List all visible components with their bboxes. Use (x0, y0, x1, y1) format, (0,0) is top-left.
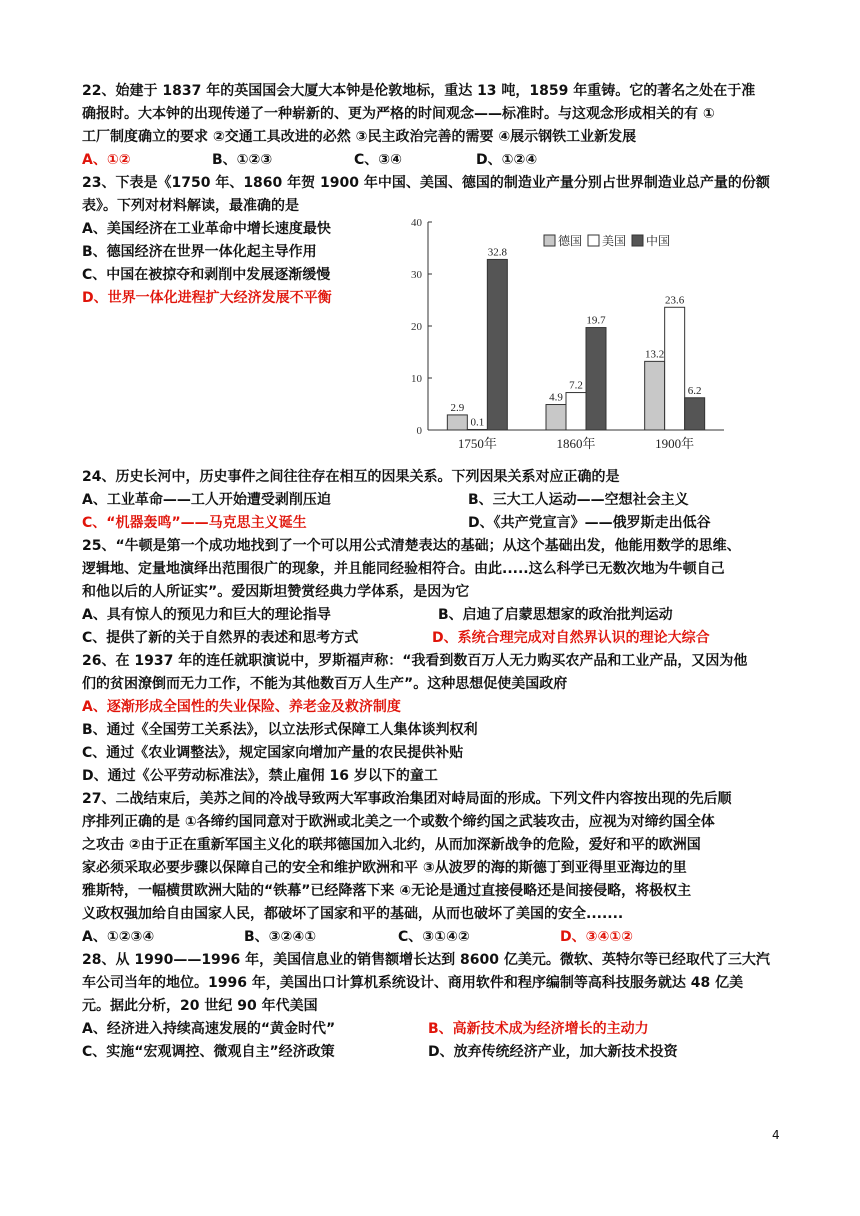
q28-option-b: B、高新技术成为经济增长的主动力 (428, 1021, 649, 1037)
q24-option-c: C、“机器轰鸣”——马克思主义诞生 (82, 515, 307, 531)
q26-option-b: B、通过《全国劳工关系法》，以立法形式保障工人集体谈判权利 (82, 722, 478, 738)
bar-chart (392, 208, 732, 460)
bar (566, 393, 586, 430)
bar (467, 429, 487, 430)
legend-swatch (544, 235, 555, 246)
q25-option-c: C、提供了新的关于自然界的表述和思考方式 (82, 630, 359, 646)
q23-option-b: B、德国经济在世界一体化起主导作用 (82, 244, 317, 260)
q27-option-c: C、③①④② (398, 929, 470, 945)
q27-line-3: 之攻击 ②由于正在重新军国主义化的联邦德国加入北约，从而加深新战争的危险，爱好和平的欧洲国 (82, 837, 701, 853)
q22-option-b: B、①②③ (212, 152, 273, 168)
q25-line-1: 25、“牛顿是第一个成功地找到了一个可以用公式清楚表达的基础；从这个基础出发，他能用数学的思维、 (82, 538, 741, 554)
q28-line-1: 28、从 1990——1996 年，美国信息业的销售额增长达到 8600 亿美元。微软、英特尔等已经取代了三大汽 (82, 952, 770, 968)
q27-line-6: 义政权强加给自由国家人民，都破坏了国家和平的基础，从而也破坏了美国的安全....... (82, 906, 624, 922)
q24-line-1: 24、历史长河中，历史事件之间往往存在相互的因果关系。下列因果关系对应正确的是 (82, 469, 620, 485)
q25-option-b: B、启迪了启蒙思想家的政治批判运动 (438, 607, 673, 623)
q22-line-3: 工厂制度确立的要求 ②交通工具改进的必然 ③民主政治完善的需要 ④展示钢铁工业新发展 (82, 129, 637, 145)
q27-line-2: 序排列正确的是 ①各缔约国同意对于欧洲或北美之一个或数个缔约国之武装攻击，应视为对缔约国全体 (82, 814, 715, 830)
q26-line-2: 们的贫困潦倒而无力工作，不能为其他数百万人生产”。这种思想促使美国政府 (82, 676, 568, 692)
q23-line-1: 23、下表是《1750 年、1860 年贺 1900 年中国、美国、德国的制造业产量分别占世界制造业总产量的份额 (82, 175, 770, 191)
q27-line-4: 家必须采取必要步骤以保障自己的安全和维护欧洲和平 ③从波罗的海的斯德丁到亚得里亚海边的里 (82, 860, 687, 876)
bar (685, 398, 705, 430)
q25-option-d: D、系统合理完成对自然界认识的理论大综合 (432, 630, 710, 646)
bar (487, 259, 507, 430)
q23-option-d: D、世界一体化进程扩大经济发展不平衡 (82, 290, 332, 306)
data-label: 19.7 (586, 314, 606, 327)
data-label: 0.1 (470, 416, 485, 429)
q25-line-3: 和他以后的人所证实”。爱因斯坦赞赏经典力学体系，是因为它 (82, 584, 470, 600)
q22-option-c: C、③④ (354, 152, 402, 168)
q26-option-d: D、通过《公平劳动标准法》，禁止雇佣 16 岁以下的童工 (82, 768, 438, 784)
q27-option-d: D、③④①② (560, 929, 634, 945)
q26-line-1: 26、在 1937 年的连任就职演说中，罗斯福声称：“我看到数百万人无力购买农产品和工业产品，又因为他 (82, 653, 748, 669)
q26-option-a: A、逐渐形成全国性的失业保险、养老金及救济制度 (82, 699, 401, 715)
q28-option-a: A、经济进入持续高速发展的“黄金时代” (82, 1021, 336, 1037)
y-tick-label: 40 (411, 217, 422, 229)
q27-line-1: 27、二战结束后，美苏之间的冷战导致两大军事政治集团对峙局面的形成。下列文件内容按出现的先后顺 (82, 791, 732, 807)
category-label: 1860年 (556, 436, 596, 451)
data-label: 32.8 (487, 246, 507, 259)
q23-option-c: C、中国在被掠夺和剥削中发展逐渐缓慢 (82, 267, 331, 283)
page-number: 4 (772, 1128, 780, 1142)
q22-option-d: D、①②④ (476, 152, 538, 168)
q23-line-2: 表》。下列对材料解读，最准确的是 (82, 198, 299, 214)
q28-line-2: 车公司当年的地位。1996 年，美国出口计算机系统设计、商用软件和程序编制等高科技服务就达 48 亿美 (82, 975, 744, 991)
q26-option-c: C、通过《农业调整法》，规定国家向增加产量的农民提供补贴 (82, 745, 464, 761)
q25-line-2: 逻辑地、定量地演绎出范围很广的现象，并且能同经验相符合。由此.....这么科学已无数次地为牛顿自己 (82, 561, 725, 577)
y-tick-label: 10 (411, 373, 422, 385)
q27-option-b: B、③②④① (244, 929, 317, 945)
data-label: 4.9 (549, 391, 563, 404)
q24-option-d: D、《共产党宣言》——俄罗斯走出低谷 (468, 515, 711, 531)
y-tick-label: 20 (411, 321, 422, 333)
legend-label: 德国 (558, 234, 583, 248)
q24-option-a: A、工业革命——工人开始遭受剥削压迫 (82, 492, 331, 508)
bar (665, 307, 685, 430)
bar (546, 405, 566, 430)
data-label: 23.6 (665, 294, 685, 307)
data-label: 2.9 (450, 401, 465, 414)
category-label: 1900年 (655, 436, 695, 451)
bar (586, 328, 606, 430)
legend-label: 中国 (646, 234, 671, 248)
q22-line-2: 确报时。大本钟的出现传递了一种崭新的、更为严格的时间观念——标准时。与这观念形成相关的有 ① (82, 106, 715, 122)
q25-option-a: A、具有惊人的预见力和巨大的理论指导 (82, 607, 331, 623)
bar (447, 415, 467, 430)
q23-option-a: A、美国经济在工业革命中增长速度最快 (82, 221, 331, 237)
q22-option-a: A、①② (82, 152, 131, 168)
category-label: 1750年 (457, 436, 497, 451)
bar (645, 361, 665, 430)
q28-line-3: 元。据此分析，20 世纪 90 年代美国 (82, 998, 318, 1014)
y-tick-label: 30 (411, 269, 422, 281)
legend-swatch (588, 235, 599, 246)
y-tick-label: 0 (416, 425, 422, 437)
data-label: 6.2 (687, 384, 702, 397)
q27-line-5: 雅斯特，一幅横贯欧洲大陆的“铁幕”已经降落下来 ④无论是通过直接侵略还是间接侵略，将极权主 (82, 883, 692, 899)
q27-option-a: A、①②③④ (82, 929, 155, 945)
q28-option-c: C、实施“宏观调控、微观自主”经济政策 (82, 1044, 335, 1060)
q28-option-d: D、放弃传统经济产业，加大新技术投资 (428, 1044, 678, 1060)
legend-label: 美国 (602, 234, 627, 248)
q24-option-b: B、三大工人运动——空想社会主义 (468, 492, 689, 508)
data-label: 7.2 (569, 379, 583, 392)
data-label: 13.2 (645, 348, 665, 361)
legend-swatch (632, 235, 643, 246)
q22-line-1: 22、始建于 1837 年的英国国会大厦大本钟是伦敦地标，重达 13 吨，1859 年重铸。它的著名之处在于准 (82, 83, 756, 99)
